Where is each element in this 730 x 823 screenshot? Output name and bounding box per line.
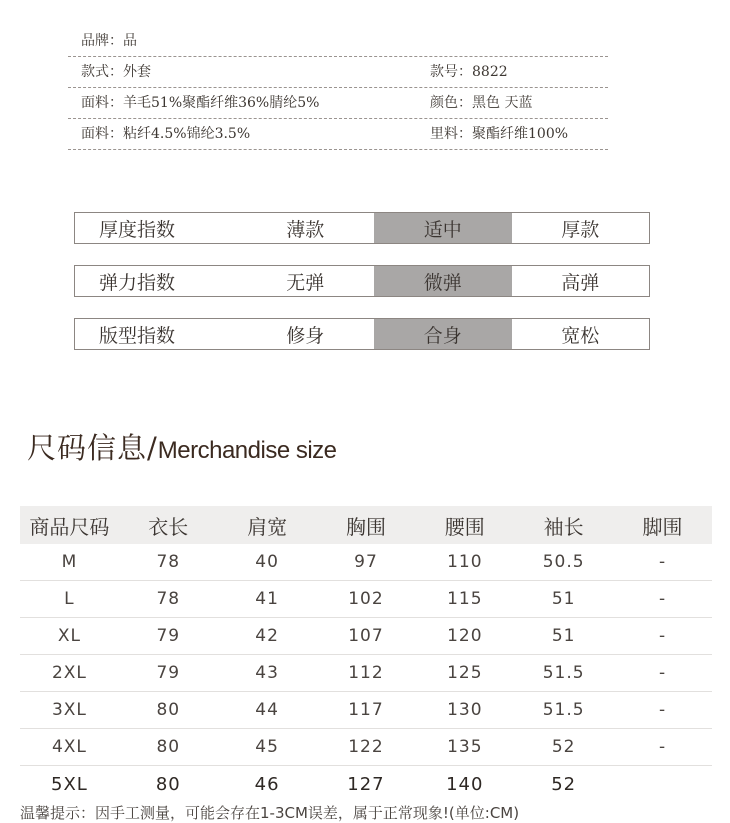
table-row [20,544,712,581]
measurement-cell: 125 [415,655,514,692]
measurement-cell: 51 [514,581,613,618]
brand-text: 品牌：品 [81,33,137,49]
measurement-cell: 117 [317,692,416,729]
index-option-selected: 微弹 [374,266,512,296]
elasticity-index-bar [74,265,650,297]
measurement-cell: 51.5 [514,655,613,692]
measurement-cell: 78 [119,581,218,618]
measurement-cell: 127 [347,773,385,795]
fabric2-text: 面料：粘纤4.5%锦纶3.5% [81,126,251,142]
measurement-cell: 110 [415,544,514,581]
measurement-cell: 80 [119,729,218,766]
index-option: 修身 [286,324,325,347]
measurement-cell: - [613,692,712,729]
index-option: 高弹 [561,271,600,294]
section-title-en: Merchandise size [157,437,337,464]
measurement-note: 温馨提示：因手工测量，可能会存在1-3CM误差，属于正常现象!(单位:CM) [20,804,520,822]
measurement-cell: - [613,729,712,766]
measurement-cell: 97 [317,544,416,581]
measurement-cell: 41 [218,581,317,618]
index-option-selected: 适中 [374,213,512,243]
info-row-brand [68,26,608,57]
measurement-cell: 52 [551,773,577,795]
table-row [20,655,712,692]
style-text: 款式：外套 [81,64,151,80]
measurement-cell: 51.5 [514,692,613,729]
measurement-cell: 135 [415,729,514,766]
column-header: 腰围 [415,506,514,544]
size-cell: XL [20,618,119,655]
measurement-cell: 44 [218,692,317,729]
size-cell: 2XL [20,655,119,692]
measurement-cell: 130 [415,692,514,729]
info-row-fabric [68,88,608,119]
index-option: 薄款 [286,218,325,241]
column-header: 脚围 [613,506,712,544]
size-table [20,506,712,802]
measurement-cell: 80 [155,773,181,795]
measurement-cell: 120 [415,618,514,655]
thickness-index-bar [74,212,650,244]
size-cell: 4XL [20,729,119,766]
index-option: 无弹 [286,271,325,294]
section-title [27,426,337,467]
measurement-cell: 79 [119,618,218,655]
table-row [20,618,712,655]
measurement-cell: 40 [218,544,317,581]
column-header: 袖长 [514,506,613,544]
info-row-style [68,57,608,88]
size-cell: 3XL [20,692,119,729]
column-header: 肩宽 [218,506,317,544]
model-text: 款号：8822 [430,64,508,80]
table-row [20,766,712,803]
measurement-cell: - [613,581,712,618]
measurement-cell: 112 [317,655,416,692]
size-cell: L [20,581,119,618]
measurement-cell: 122 [317,729,416,766]
size-cell: M [20,544,119,581]
table-row [20,729,712,766]
color-text: 颜色：黑色 天蓝 [430,95,533,111]
index-name: 弹力指数 [99,271,176,294]
measurement-cell: 46 [254,773,280,795]
index-option: 宽松 [561,324,600,347]
measurement-cell: - [613,655,712,692]
index-name: 版型指数 [99,324,176,347]
measurement-cell: 51 [514,618,613,655]
section-title-cn: 尺码信息/ [27,431,158,465]
column-header: 商品尺码 [20,506,119,544]
product-info [68,26,608,150]
info-row-fabric2 [68,119,608,150]
measurement-cell: 45 [218,729,317,766]
index-option-selected: 合身 [374,319,512,349]
measurement-cell: 107 [317,618,416,655]
table-row [20,581,712,618]
measurement-cell: 102 [317,581,416,618]
index-name: 厚度指数 [99,218,176,241]
size-cell: 5XL [51,773,88,795]
measurement-cell: 42 [218,618,317,655]
lining-text: 里料：聚酯纤维100% [430,126,569,142]
table-row [20,692,712,729]
column-header: 衣长 [119,506,218,544]
measurement-cell: 79 [119,655,218,692]
measurement-cell: - [613,618,712,655]
fabric-text: 面料：羊毛51%聚酯纤维36%腈纶5% [81,95,320,111]
index-option: 厚款 [561,218,600,241]
fit-index-bar [74,318,650,350]
measurement-cell: 52 [514,729,613,766]
measurement-cell: 115 [415,581,514,618]
measurement-cell: 80 [119,692,218,729]
table-header-row [20,506,712,544]
measurement-cell: 43 [218,655,317,692]
measurement-cell: 78 [119,544,218,581]
column-header: 胸围 [317,506,416,544]
measurement-cell: 50.5 [514,544,613,581]
measurement-cell: - [613,544,712,581]
measurement-cell [613,766,712,803]
measurement-cell: 140 [446,773,484,795]
